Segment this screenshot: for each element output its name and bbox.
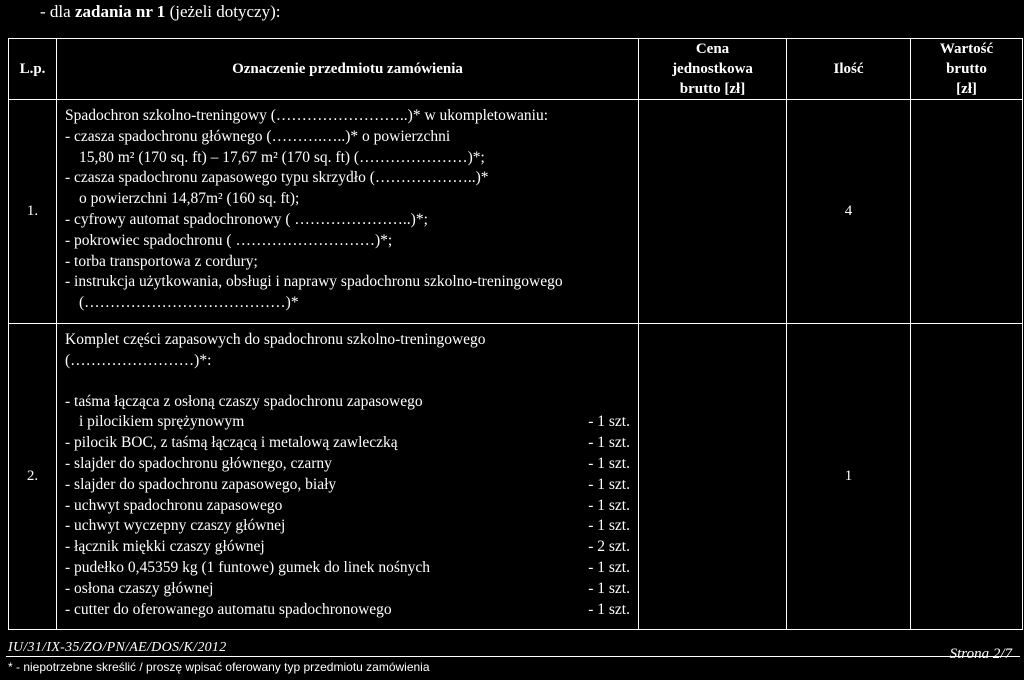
section-note [40, 2, 280, 22]
row-price-cell[interactable] [639, 100, 787, 324]
list-item: - osłona czaszy głównej - 1 szt. [65, 579, 630, 597]
col-header-value: Wartość brutto [zł] [911, 39, 1023, 100]
table-row [9, 100, 1023, 324]
list-item: - slajder do spadochronu zapasowego, biały - 1 szt. [65, 475, 630, 493]
section-note-suffix: (jeżeli dotyczy): [165, 2, 281, 21]
col-header-name: Oznaczenie przedmiotu zamówienia [57, 39, 639, 100]
row-lp: 1. [9, 100, 57, 324]
footnote: * - niepotrzebne skreślić / proszę wpisać oferowany typ przedmiotu zamówienia [8, 660, 430, 674]
row-description: Spadochron szkolno-treningowy (……………………..)* w ukompletowaniu: - czasza spadochronu głównego (……….…..)* o powierzchni 15,80 m² (170 sq. ft) – 17,67 m² (170 sq. ft) (…………………)*; - czasza spadochronu zapasowego typu skrzydło (………………..)* o powierzchni 14,87m² (160 sq. ft); - cyfrowy automat spadochronowy ( …………………..)*; - pokrowiec spadochronu ( ………………………)*; - torba transportowa z cordury; - instrukcja użytkowania, obsługi i naprawy spadochronu szkolno-treningowego (…………………………………)* [57, 100, 639, 324]
row-value-cell[interactable] [911, 100, 1023, 324]
section-note-prefix: - dla [40, 2, 75, 21]
table-row [9, 324, 1023, 630]
table-header-row [9, 39, 1023, 100]
document-id: IU/31/IX-35/ZO/PN/AE/DOS/K/2012 [8, 640, 227, 655]
list-item: - pudełko 0,45359 kg (1 funtowe) gumek do linek nośnych - 1 szt. [65, 558, 630, 576]
list-item: - taśma łącząca z osłoną czaszy spadochronu zapasowego [65, 392, 423, 410]
row-value-cell[interactable] [911, 324, 1023, 630]
row-qty: 4 [787, 100, 911, 324]
order-table [8, 38, 1023, 630]
list-item: - łącznik miękki czaszy głównej - 2 szt. [65, 538, 630, 556]
list-item: i pilocikiem sprężynowym - 1 szt. [79, 413, 630, 431]
list-item: - cutter do oferowanego automatu spadochronowego - 1 szt. [65, 600, 630, 618]
page-number: Strona 2/7 [949, 646, 1012, 662]
list-item: - slajder do spadochronu głównego, czarny - 1 szt. [65, 454, 630, 472]
row-lp: 2. [9, 324, 57, 630]
section-note-task: zadania nr 1 [74, 2, 166, 21]
list-item: - uchwyt wyczepny czaszy głównej - 1 szt. [65, 517, 630, 535]
list-item: - pilocik BOC, z taśmą łączącą i metalową zawleczką - 1 szt. [65, 434, 630, 452]
row-qty: 1 [787, 324, 911, 630]
col-header-qty: Ilość [787, 39, 911, 100]
col-header-lp: L.p. [9, 39, 57, 100]
row-price-cell[interactable] [639, 324, 787, 630]
list-item: - uchwyt spadochronu zapasowego - 1 szt. [65, 496, 630, 514]
col-header-price: Cena jednostkowa brutto [zł] [639, 39, 787, 100]
row-description: Komplet części zapasowych do spadochronu szkolno-treningowego (……………………)*: - taśma łącząca z osłoną czaszy spadochronu zapasowego i pilocikiem sprężynowym - 1 szt. - pilocik BOC, z taśmą łączącą i metalową zawleczką - 1 szt. - slajder do spadochronu głównego, czarny - 1 szt. - slajder do spadochronu zapasowego, biały - 1 szt. - uchwyt spadochronu zapasowego - 1 szt. - uchwyt wyczepny czaszy głównej - 1 szt. - łącznik miękki czaszy głównej - 2 szt. - pudełko 0,45359 kg (1 funtowe) gumek do linek nośnych - 1 szt. - osłona czaszy głównej - 1 szt. - cutter do oferowanego automatu spadochronowego - 1 szt. [57, 324, 639, 630]
footer-divider [6, 656, 1020, 657]
